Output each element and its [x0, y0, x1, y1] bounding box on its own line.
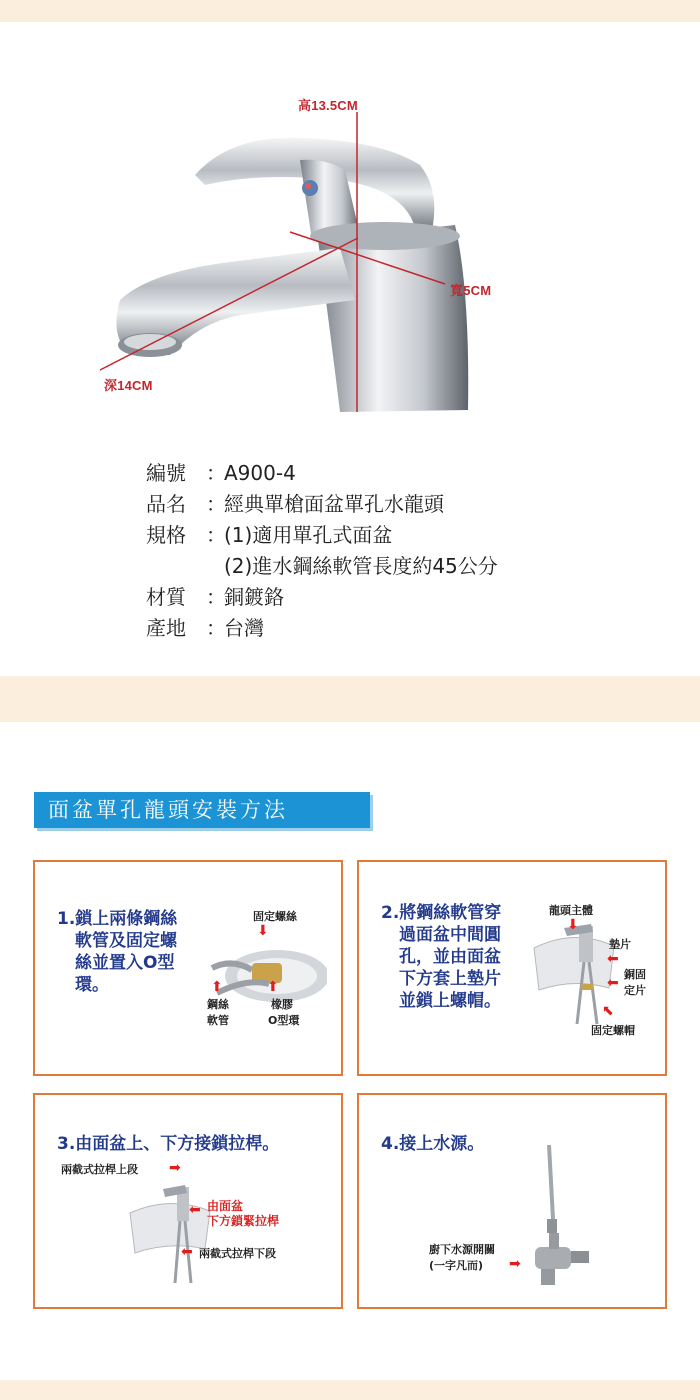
- step-4-text: 4.接上水源。: [381, 1134, 485, 1154]
- arrow-up-left-icon: ⬉: [602, 1003, 614, 1019]
- water-valve-image: [519, 1139, 609, 1299]
- label-rubber-ring: 橡膠: [271, 998, 293, 1011]
- arrow-left-icon: ⬅: [181, 1244, 193, 1260]
- step-1-card: [33, 860, 343, 1076]
- spec-material: 材質 ： 銅鍍鉻: [146, 585, 284, 609]
- install-heading: 面盆單孔龍頭安裝方法: [34, 792, 370, 828]
- label-steel-hose: 鋼絲: [207, 998, 229, 1011]
- arrow-left-icon: ⬅: [607, 975, 619, 991]
- label-washer: 墊片: [609, 938, 631, 951]
- spec-spec: 規格 ： (1)適用單孔式面盆: [146, 523, 393, 547]
- step-3-text: 3.由面盆上、下方接鎖拉桿。: [57, 1134, 280, 1154]
- label-steel-hose-2: 軟管: [207, 1014, 229, 1027]
- arrow-up-icon: ⬆: [267, 979, 279, 995]
- note-tighten-rod: 由面盆 下方鎖緊拉桿: [207, 1199, 280, 1228]
- middle-band: [0, 676, 700, 722]
- arrow-down-icon: ⬇: [567, 917, 579, 933]
- rod-install-image: [125, 1179, 215, 1289]
- arrow-down-icon: ⬇: [257, 923, 269, 939]
- bottom-band: [0, 1380, 700, 1400]
- label-lower-rod: 兩截式拉桿下段: [199, 1247, 276, 1260]
- spec-origin: 產地 ： 台灣: [146, 616, 264, 640]
- label-upper-rod: 兩截式拉桿上段: [61, 1163, 138, 1176]
- label-fixing-screw: 固定螺絲: [253, 910, 297, 923]
- arrow-left-icon: ⬅: [189, 1202, 201, 1218]
- step-4-card: [357, 1093, 667, 1309]
- spec-spec-continued: (2)進水鋼絲軟管長度約45公分: [224, 554, 498, 578]
- label-fixing-nut: 固定螺帽: [591, 1024, 635, 1037]
- label-copper-plate: 銅固: [624, 968, 646, 981]
- arrow-right-icon: ➡: [169, 1160, 181, 1176]
- arrow-right-icon: ➡: [509, 1256, 521, 1272]
- label-water-valve: 廚下水源開關 (一字凡而): [429, 1243, 495, 1272]
- dimension-depth: 深14CM: [104, 378, 153, 393]
- label-faucet-body: 龍頭主體: [549, 904, 593, 917]
- dimension-height: 高13.5CM: [298, 98, 358, 113]
- spec-code: 編號 ： A900-4: [146, 461, 296, 485]
- spec-name: 品名 ： 經典單槍面盆單孔水龍頭: [146, 492, 444, 516]
- step-1-text: 1.鎖上兩條鋼絲 軟管及固定螺 絲並置入O型 環。: [57, 909, 178, 995]
- step-2-card: [357, 860, 667, 1076]
- dimension-width: 寬5CM: [450, 283, 492, 298]
- top-band: [0, 0, 700, 22]
- label-rubber-ring-2: O型環: [268, 1014, 300, 1027]
- step-2-text: 2.將鋼絲軟管穿 過面盆中間圓 孔，並由面盆 下方套上墊片 並鎖上螺帽。: [381, 903, 502, 1011]
- arrow-up-icon: ⬆: [211, 979, 223, 995]
- arrow-left-icon: ⬅: [607, 951, 619, 967]
- step-3-card: [33, 1093, 343, 1309]
- spec-list: [146, 458, 498, 644]
- label-copper-plate-2: 定片: [624, 984, 646, 997]
